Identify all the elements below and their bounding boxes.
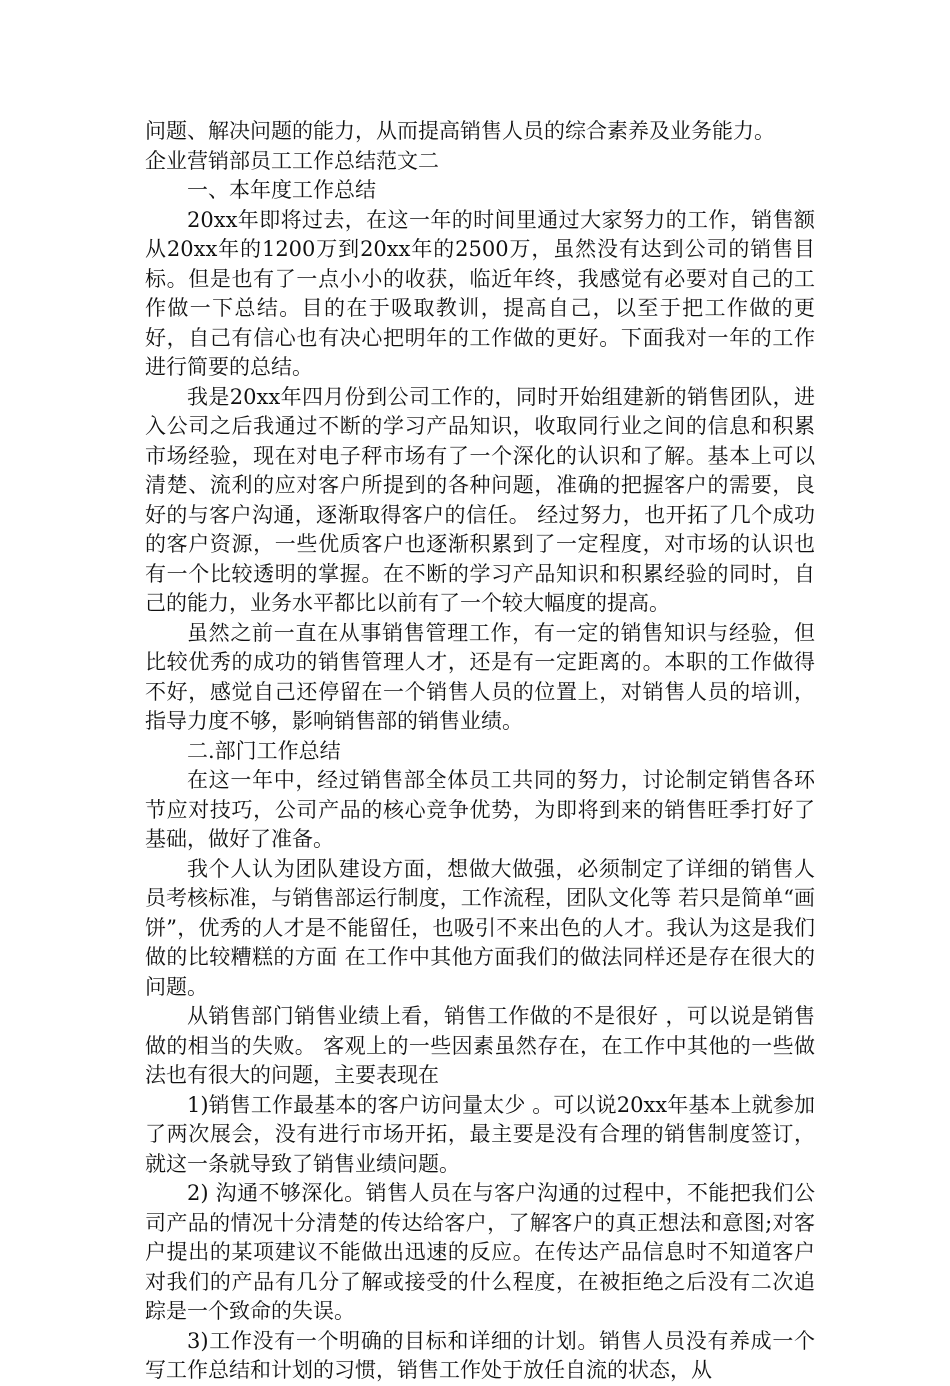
list-item-3: 3)工作没有一个明确的目标和详细的计划。销售人员没有养成一个写工作总结和计划的习惯，销售工作处于放任自流的状态，从 <box>145 1328 815 1382</box>
paragraph-annual-overview: 20xx年即将过去，在这一年的时间里通过大家努力的工作，销售额从20xx年的1200万到20xx年的2500万，虽然没有达到公司的销售目标。但是也有了一点小小的收获，临近年终，我感觉有必要对自己的工作做一下总结。目的在于吸取教训，提高自己，以至于把工作做的更好，自己有信心也有决心把明年的工作做的更好。下面我对一年的工作进行简要的总结。 <box>145 207 815 379</box>
paragraph-sales-performance: 从销售部门销售业绩上看，销售工作做的不是很好 ，可以说是销售做的相当的失败。 客观上的一些因素虽然存在，在工作中其他的一些做法也有很大的问题，主要表现在 <box>145 1004 815 1087</box>
list-item-1: 1)销售工作最基本的客户访问量太少 。可以说20xx年基本上就参加了两次展会，没有进行市场开拓，最主要是没有合理的销售制度签订， 就这一条就导致了销售业绩问题。 <box>145 1092 815 1176</box>
heading-annual-summary: 一、本年度工作总结 <box>187 178 376 202</box>
heading-department-summary: 二.部门工作总结 <box>187 738 341 763</box>
paragraph-department-effort: 在这一年中，经过销售部全体员工共同的努力，讨论制定销售各环节应对技巧，公司产品的核心竞争优势，为即将到来的销售旺季打好了基础，做好了准备。 <box>145 768 815 851</box>
paragraph-management-gap: 虽然之前一直在从事销售管理工作，有一定的销售知识与经验，但比较优秀的成功的销售管理人才，还是有一定距离的。本职的工作做得不好，感觉自己还停留在一个销售人员的位置上，对销售人员的培训，指导力度不够，影响销售部的销售业绩。 <box>145 620 815 733</box>
paragraph-personal-experience: 我是20xx年四月份到公司工作的，同时开始组建新的销售团队，进入公司之后我通过不断的学习产品知识，收取同行业之间的信息和积累市场经验，现在对电子秤市场有了一个深化的认识和了解。基本上可以清楚、流利的应对客户所提到的各种问题，准确的把握客户的需要，良好的与客户沟通，逐渐取得客户的信任。 经过努力，也开拓了几个成功的客户资源，一些优质客户也逐渐积累到了一定程度，对市场的认识也有一个比较透明的掌握。在不断的学习产品知识和积累经验的同时，自己的能力，业务水平都比以前有了一个较大幅度的提高。 <box>145 384 815 615</box>
document-body <box>145 117 815 1386</box>
paragraph-1: 问题、解决问题的能力，从而提高销售人员的综合素养及业务能力。 <box>145 119 775 143</box>
paragraph-team-building: 我个人认为团队建设方面，想做大做强，必须制定了详细的销售人员考核标准，与销售部运行制度，工作流程，团队文化等 若只是简单“画饼”，优秀的人才是不能留任，也吸引不来出色的人才。我认为这是我们做的比较糟糕的方面 在工作中其他方面我们的做法同样还是存在很大的问题。 <box>145 856 815 999</box>
list-item-2: 2) 沟通不够深化。销售人员在与客户沟通的过程中，不能把我们公司产品的情况十分清楚的传达给客户，了解客户的真正想法和意图;对客户提出的某项建议不能做出迅速的反应。在传达产品信息时不知道客户对我们的产品有几分了解或接受的什么程度，在被拒绝之后没有二次追踪是一个致命的失误。 <box>145 1181 815 1323</box>
section-title: 企业营销部员工工作总结范文二 <box>145 148 439 173</box>
